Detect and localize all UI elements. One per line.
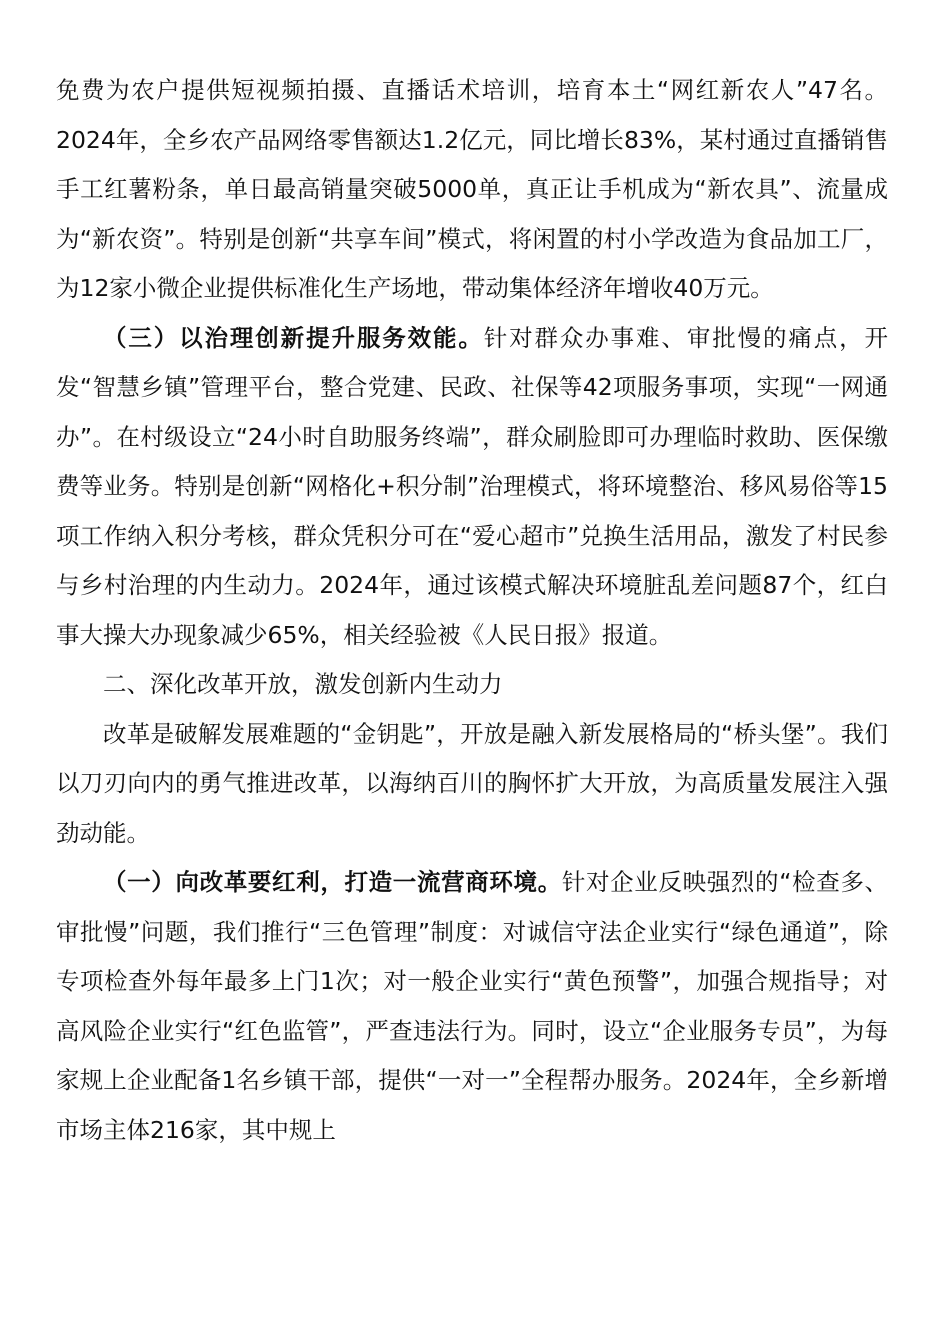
paragraph-governance-body: 针对群众办事难、审批慢的痛点，开发“智慧乡镇”管理平台，整合党建、民政、社保等42项服务事项，实现“一网通办”。在村级设立“24小时自助服务终端”，群众刷脸即可办理临时救助、医保缴费等业务。特别是创新“网格化+积分制”治理模式，将环境整治、移风易俗等15项工作纳入积分考核，群众凭积分可在“爱心超市”兑换生活用品，激发了村民参与乡村治理的内生动力。2024年，通过该模式解决环境脏乱差问题87个，红白事大操大办现象减少65%，相关经验被《人民日报》报道。: [56, 323, 888, 649]
section-heading-business-environment: （一）向改革要红利，打造一流营商环境。: [103, 868, 562, 896]
chapter-heading-reform: 二、深化改革开放，激发创新内生动力: [103, 670, 503, 698]
section-heading-governance: （三）以治理创新提升服务效能。: [103, 323, 484, 352]
paragraph-ecommerce: 免费为农户提供短视频拍摄、直播话术培训，培育本土“网红新农人”47名。2024年，全乡农产品网络零售额达1.2亿元，同比增长83%，某村通过直播销售手工红薯粉条，单日最高销量突破5000单，真正让手机成为“新农具”、流量成为“新农资”。特别是创新“共享车间”模式，将闲置的村小学改造为食品加工厂，为12家小微企业提供标准化生产场地，带动集体经济年增收40万元。: [56, 76, 888, 302]
paragraph-business-environment-body: 针对企业反映强烈的“检查多、审批慢”问题，我们推行“三色管理”制度：对诚信守法企业实行“绿色通道”，除专项检查外每年最多上门1次；对一般企业实行“黄色预警”，加强合规指导；对高风险企业实行“红色监管”，严查违法行为。同时，设立“企业服务专员”，为每家规上企业配备1名乡镇干部，提供“一对一”全程帮办服务。2024年，全乡新增市场主体216家，其中规上: [56, 868, 888, 1144]
paragraph-reform-intro: 改革是破解发展难题的“金钥匙”，开放是融入新发展格局的“桥头堡”。我们以刀刃向内的勇气推进改革，以海纳百川的胸怀扩大开放，为高质量发展注入强劲动能。: [56, 719, 888, 847]
document-page: [56, 66, 888, 1155]
paragraph-governance: [56, 314, 888, 661]
paragraph-business-environment: [56, 858, 888, 1155]
